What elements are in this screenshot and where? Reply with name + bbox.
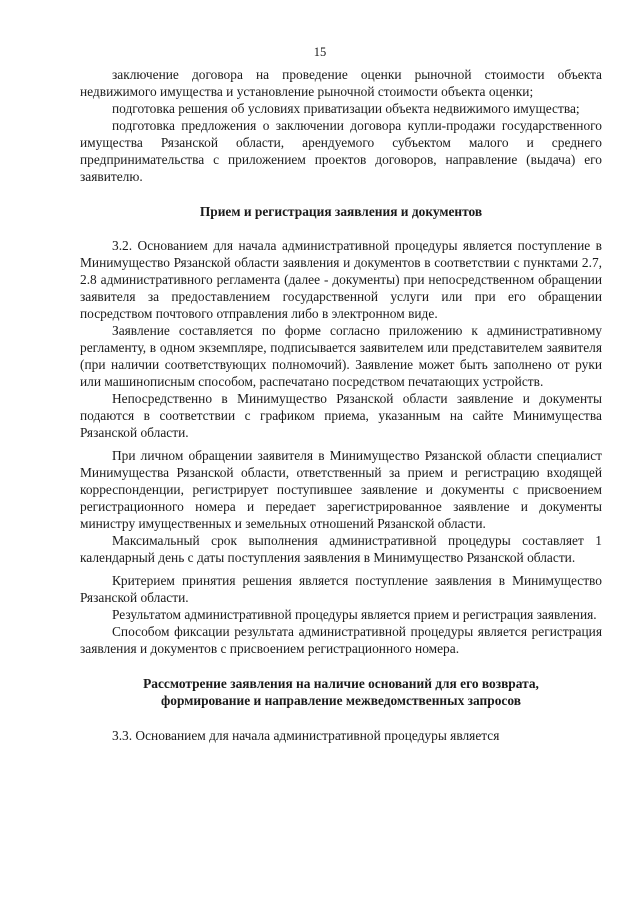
paragraph: Критерием принятия решения является поступление заявления в Минимущество Рязанской области. <box>80 573 602 605</box>
section-heading-review <box>80 675 602 709</box>
paragraph: подготовка предложения о заключении договора купли-продажи государственного имущества Рязанской области, арендуемого субъектом малого и среднего предпринимательства с приложением проектов договоров, направление (выдача) его заявителю. <box>80 118 602 184</box>
paragraph: Способом фиксации результата административной процедуры является регистрация заявления и документов с присвоением регистрационного номера. <box>80 624 602 656</box>
paragraph: подготовка решения об условиях приватизации объекта недвижимого имущества; <box>112 101 580 116</box>
paragraph: 3.2. Основанием для начала административной процедуры является поступление в Минимущество Рязанской области заявления и документов в соответствии с пунктами 2.7, 2.8 административного регламента (далее - документы) при непосредственном обращении заявителя за предоставлением государственной услуги или при его обращении посредством почтового отправления либо в электронном виде. <box>80 238 602 321</box>
paragraph: Максимальный срок выполнения административной процедуры составляет 1 календарный день с даты поступления заявления в Минимущество Рязанской области. <box>80 533 602 565</box>
paragraph: заключение договора на проведение оценки рыночной стоимости объекта недвижимого имущества и установление рыночной стоимости объекта оценки; <box>80 67 602 99</box>
paragraph: При личном обращении заявителя в Минимущество Рязанской области специалист Минимущества Рязанской области, ответственный за прием и регистрацию входящей корреспонденции, регистрирует поступившее заявление и документы с присвоением регистрационного номера и передает зарегистрированное заявление и документы министру имущественных и земельных отношений Рязанской области. <box>80 448 602 531</box>
paragraph: Непосредственно в Минимущество Рязанской области заявление и документы подаются в соответствии с графиком приема, указанным на сайте Минимущества Рязанской области. <box>80 391 602 440</box>
paragraph: 3.3. Основанием для начала административной процедуры является <box>112 728 500 743</box>
paragraph: Результатом административной процедуры является прием и регистрация заявления. <box>112 607 597 622</box>
section-heading-line: Рассмотрение заявления на наличие оснований для его возврата, <box>143 676 539 691</box>
page-number: 15 <box>313 45 327 59</box>
paragraph: Заявление составляется по форме согласно приложению к административному регламенту, в одном экземпляре, подписывается заявителем или представителем заявителя (при наличии соответствующих полномочий). Заявление может быть заполнено от руки или машинописным способом, распечатано посредством печатающих устройств. <box>80 323 602 389</box>
section-heading-reception: Прием и регистрация заявления и документов <box>199 204 483 219</box>
document-body <box>80 66 602 744</box>
section-heading-line: формирование и направление межведомственных запросов <box>161 693 521 708</box>
